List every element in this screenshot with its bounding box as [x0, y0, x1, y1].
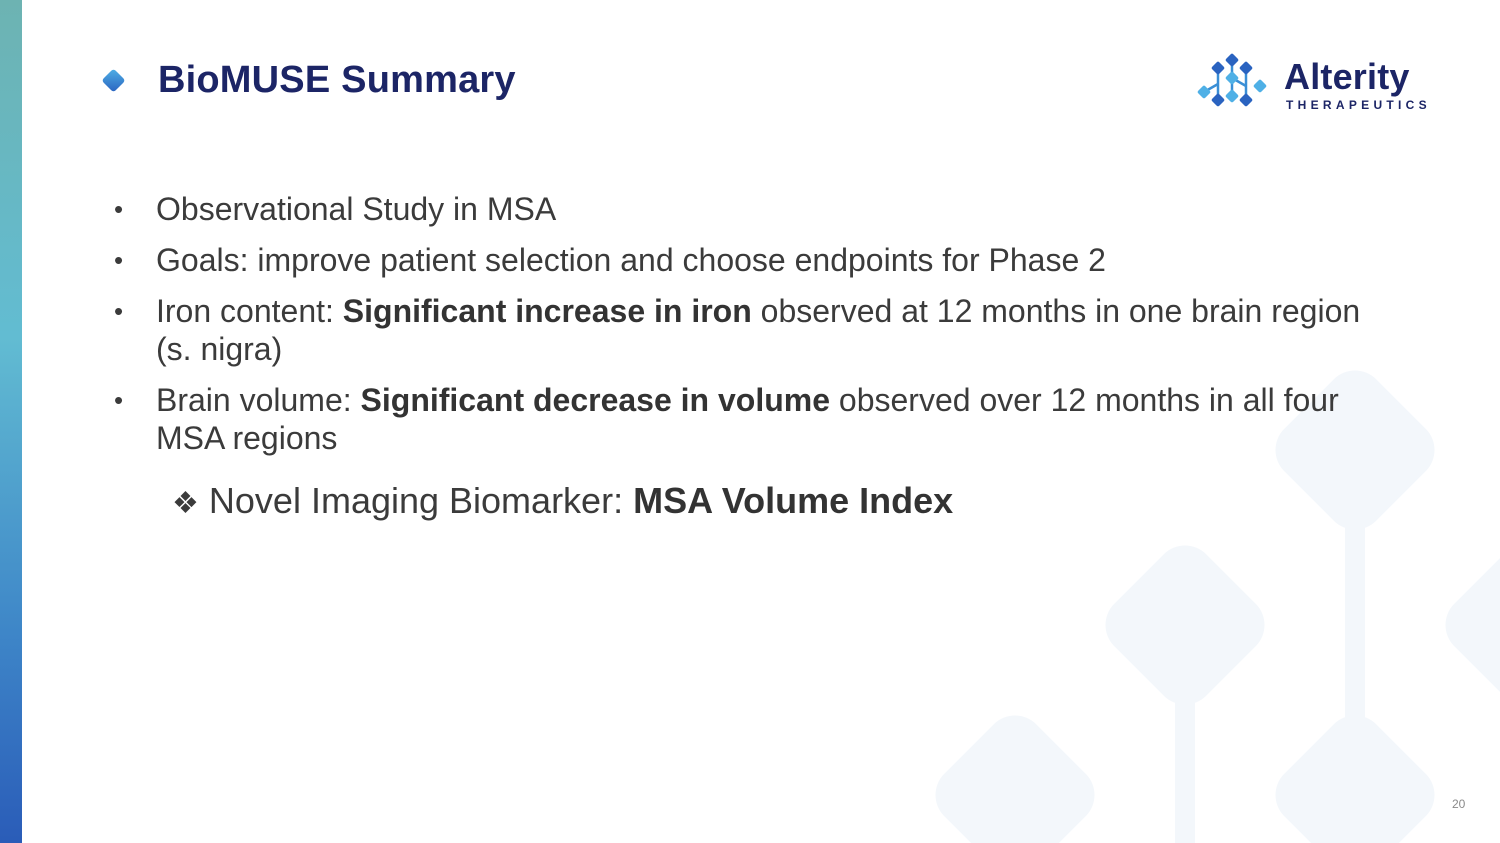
logo-name: Alterity	[1284, 56, 1410, 97]
logo-diamond-mark-icon	[1192, 52, 1272, 116]
diamond-bullet-icon: ❖	[172, 487, 199, 520]
logo-subtitle: THERAPEUTICS	[1286, 98, 1431, 112]
bullet-text-suffix: observed at 12 months in one brain region (s. nigra)	[156, 293, 1361, 367]
bullet-item	[110, 292, 1400, 368]
bullet-marker: •	[114, 194, 124, 224]
bullet-text: Observational Study in MSA	[156, 191, 557, 227]
bullet-marker: •	[114, 245, 124, 275]
bullet-item	[110, 190, 1400, 228]
title-row	[100, 58, 516, 102]
bullet-emphasis: Significant increase in iron	[342, 293, 752, 329]
bullet-item	[110, 381, 1400, 457]
slide-title: BioMUSE Summary	[158, 58, 516, 101]
sub-bullet-text: Novel Imaging Biomarker:	[208, 480, 634, 521]
bullet-text: Iron content:	[156, 293, 343, 329]
sub-bullet-item	[172, 480, 953, 525]
bullet-text: Brain volume:	[156, 382, 361, 418]
bullet-item	[110, 241, 1400, 279]
title-diamond-icon	[101, 68, 125, 92]
bullet-list	[110, 190, 1400, 470]
bullet-marker: •	[114, 296, 124, 326]
bullet-marker: •	[114, 385, 124, 415]
bullet-text-suffix: observed over 12 months in all four MSA regions	[156, 382, 1339, 456]
company-logo	[1192, 52, 1432, 116]
bullet-text: Goals: improve patient selection and choose endpoints for Phase 2	[156, 242, 1106, 278]
sub-bullet-emphasis: MSA Volume Index	[633, 480, 954, 521]
page-number: 20	[1452, 797, 1466, 811]
bullet-emphasis: Significant decrease in volume	[360, 382, 831, 418]
